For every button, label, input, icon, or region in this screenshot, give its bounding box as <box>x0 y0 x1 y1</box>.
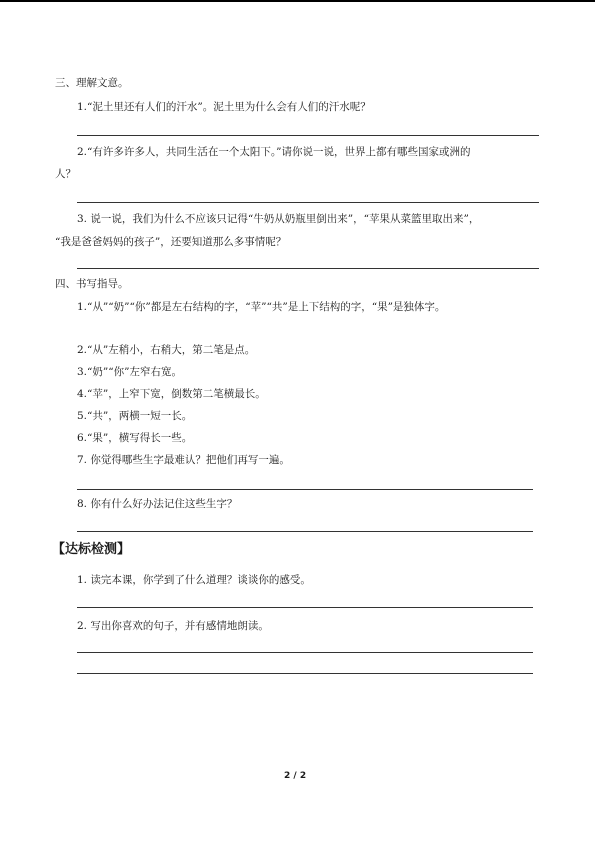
guide-item: 5.“共”，两横一短一长。 <box>77 410 193 422</box>
answer-line <box>77 202 539 203</box>
question-text: 1.“泥土里还有人们的汗水”。泥土里为什么会有人们的汗水呢？ <box>77 101 371 113</box>
question-text: 2.“有许多许多人，共同生活在一个太阳下。”请你说一说，世界上都有哪些国家或洲的 <box>77 146 471 158</box>
answer-line <box>77 135 539 136</box>
answer-line <box>77 607 533 608</box>
section-heading: 四、书写指导。 <box>55 278 129 290</box>
question-text: 1. 读完本课，你学到了什么道理？谈谈你的感受。 <box>77 574 311 586</box>
question-text: 2. 写出你喜欢的句子，并有感情地朗读。 <box>77 620 269 632</box>
guide-item: 2.“从”左稍小，右稍大，第二笔是点。 <box>77 344 256 356</box>
question-text-continued: 人？ <box>55 168 76 180</box>
question-text: 3. 说一说，我们为什么不应该只记得“牛奶从奶瓶里倒出来”，“苹果从菜篮里取出来”， <box>77 213 480 225</box>
guide-item: 7. 你觉得哪些生字最难认？把他们再写一遍。 <box>77 454 290 466</box>
answer-line <box>77 531 533 532</box>
assessment-title: 【达标检测】 <box>52 542 131 557</box>
answer-line <box>77 268 539 269</box>
guide-item: 6.“果”，横写得长一些。 <box>77 432 193 444</box>
guide-item: 8. 你有什么好办法记住这些生字？ <box>77 498 238 510</box>
guide-item: 4.“苹”，上窄下宽，倒数第二笔横最长。 <box>77 388 266 400</box>
page-number: 2 / 2 <box>284 771 307 781</box>
section-heading: 三、理解文意。 <box>55 77 129 89</box>
guide-item: 3.“奶”“你”左窄右宽。 <box>77 366 182 378</box>
question-text-continued: “我是爸爸妈妈的孩子”，还要知道那么多事情呢？ <box>55 236 287 248</box>
answer-line <box>77 652 533 653</box>
guide-item: 1.“从”“奶”“你”都是左右结构的字，“苹”“共”是上下结构的字，“果”是独体字。 <box>77 301 446 313</box>
answer-line <box>77 489 533 490</box>
header-rule <box>0 0 595 2</box>
answer-line <box>77 673 533 674</box>
